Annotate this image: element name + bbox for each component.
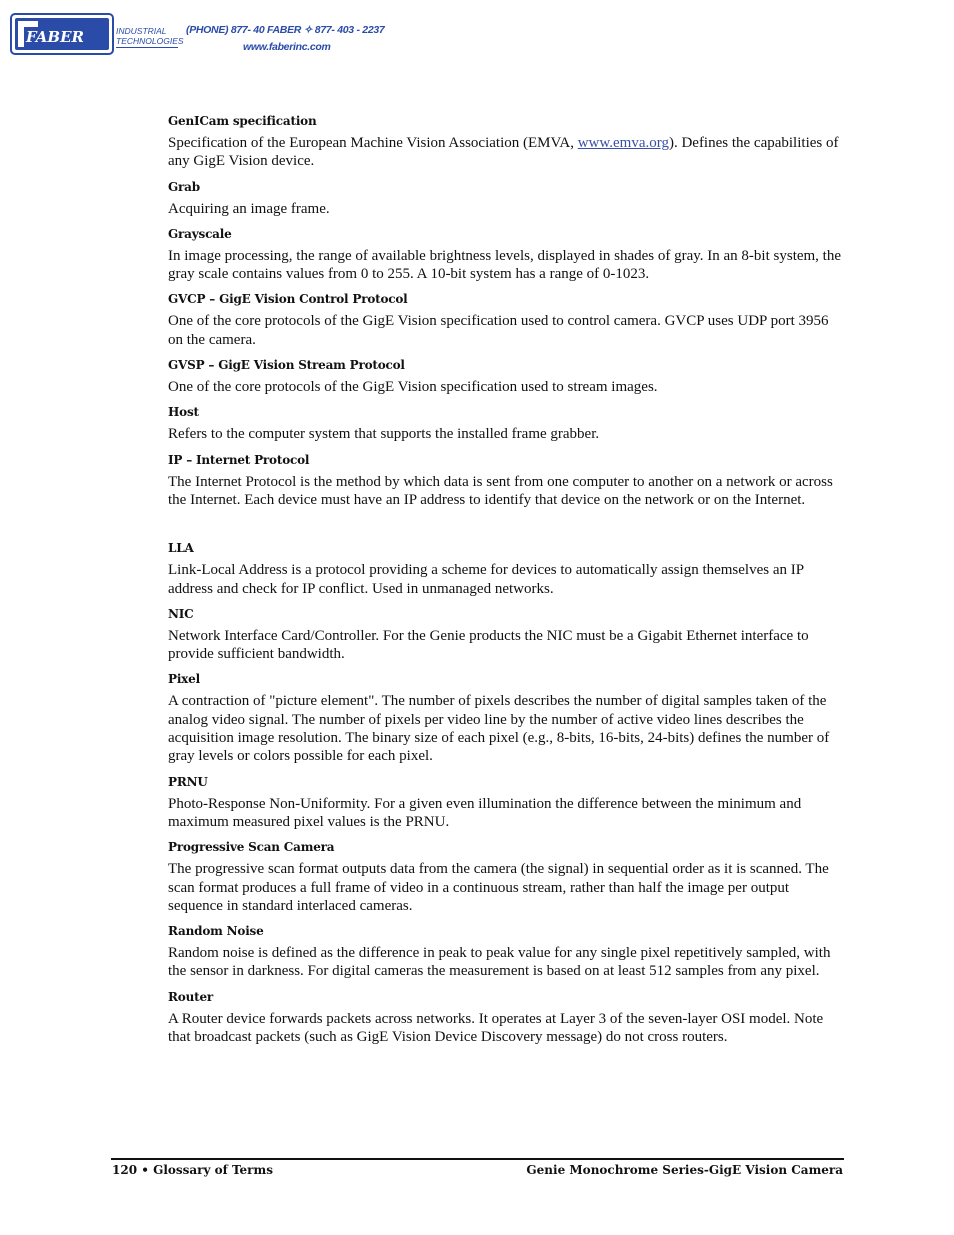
logo-subtitle [116, 26, 184, 48]
glossary-entry [168, 179, 844, 218]
glossary-definition [168, 134, 844, 171]
glossary-definition: Acquiring an image frame. [168, 200, 330, 217]
glossary-term: Grayscale [168, 226, 232, 241]
phone-number: (PHONE) 877- 40 FABER ✧ 877- 403 - 2237 [186, 24, 385, 36]
glossary-definition: A contraction of "picture element". The number of pixels describes the number of digital samples taken of the analog video signal. The number of pixels per video line by the number of active video lines describes the acquisition image resolution. The binary size of each pixel (e.g., 8-bits, 16-bits, 24-bits) defines the number of gray levels or colors possible for each pixel. [168, 693, 830, 765]
page-header [0, 0, 954, 70]
logo-underline [116, 47, 178, 48]
glossary-entry [168, 606, 844, 664]
glossary-entry [168, 404, 844, 443]
glossary-entry [168, 671, 844, 765]
glossary-term: Grab [168, 179, 200, 194]
logo-sub-technologies: TECHNOLOGIES [116, 36, 184, 46]
glossary-definition: Random noise is defined as the difference in peak to peak value for any single pixel repetitively sampled, with the sensor in darkness. For digital cameras the measurement is based on at least 512 samples from any pixel. [168, 945, 831, 980]
footer-page-section: 120 • Glossary of Terms [112, 1163, 273, 1177]
glossary-definition: Refers to the computer system that supports the installed frame grabber. [168, 426, 600, 443]
glossary-entry [168, 452, 844, 510]
contact-info [186, 22, 384, 56]
emva-link[interactable]: www.emva.org [577, 135, 669, 151]
footer-divider [111, 1158, 844, 1160]
glossary-definition: Photo-Response Non-Uniformity. For a given even illumination the difference between the minimum and maximum measured pixel values is the PRNU. [168, 795, 802, 830]
glossary-entry [168, 774, 844, 832]
glossary-definition: In image processing, the range of available brightness levels, displayed in shades of gray. In an 8-bit system, the gray scale contains values from 0 to 255. A 10-bit system has a range of 0-1023. [168, 247, 842, 283]
glossary-content [168, 113, 844, 1054]
glossary-term: GenICam specification [168, 114, 317, 128]
glossary-term: Progressive Scan Camera [168, 840, 335, 855]
website-link[interactable]: www.faberinc.com [243, 41, 331, 53]
spacer [168, 517, 844, 540]
logo-text: FABER [26, 28, 84, 46]
definition-text: ). Defines the capabilities of any GigE Vision device. [168, 135, 839, 170]
footer-document-title: Genie Monochrome Series-GigE Vision Camera [526, 1163, 843, 1177]
glossary-entry [168, 839, 844, 915]
glossary-term: Random Noise [168, 924, 264, 939]
glossary-term: GVCP – GigE Vision Control Protocol [168, 292, 408, 307]
glossary-term: Pixel [168, 672, 200, 687]
glossary-term: GVSP – GigE Vision Stream Protocol [168, 358, 405, 373]
logo-sub-industrial: INDUSTRIAL [116, 26, 167, 36]
glossary-term: IP – Internet Protocol [168, 452, 310, 467]
glossary-definition: A Router device forwards packets across networks. It operates at Layer 3 of the seven-layer OSI model. Note that broadcast packets (such as GigE Vision Device Discovery message) do not cross routers. [168, 1010, 824, 1046]
glossary-entry [168, 291, 844, 349]
glossary-term: Router [168, 989, 214, 1004]
faber-logo [10, 13, 114, 55]
glossary-term: LLA [168, 541, 194, 556]
glossary-entry [168, 113, 844, 171]
glossary-entry [168, 226, 844, 284]
definition-text: Specification of the European Machine Vision Association (EMVA, [168, 135, 578, 151]
glossary-definition: One of the core protocols of the GigE Vision specification used to stream images. [168, 379, 658, 396]
glossary-term: NIC [168, 606, 194, 621]
glossary-entry [168, 989, 844, 1047]
glossary-entry [168, 357, 844, 396]
glossary-entry [168, 540, 844, 598]
glossary-term: PRNU [168, 774, 208, 789]
glossary-entry [168, 923, 844, 981]
glossary-definition: The Internet Protocol is the method by which data is sent from one computer to another on a network or across the Internet. Each device must have an IP address to identify that device on the network or on the Internet. [168, 473, 833, 508]
glossary-definition: Link-Local Address is a protocol providing a scheme for devices to automatically assign themselves an IP address and check for IP conflict. Used in unmanaged networks. [168, 562, 804, 597]
glossary-definition: One of the core protocols of the GigE Vision specification used to control camera. GVCP uses UDP port 3956 on the camera. [168, 313, 829, 348]
glossary-definition: The progressive scan format outputs data from the camera (the signal) in sequential order as it is scanned. The scan format produces a full frame of video in a continuous stream, rather than half the image per output sequence in standard interlaced cameras. [168, 861, 829, 914]
glossary-definition: Network Interface Card/Controller. For the Genie products the NIC must be a Gigabit Ethernet interface to provide sufficient bandwidth. [168, 627, 809, 663]
glossary-term: Host [168, 405, 199, 420]
